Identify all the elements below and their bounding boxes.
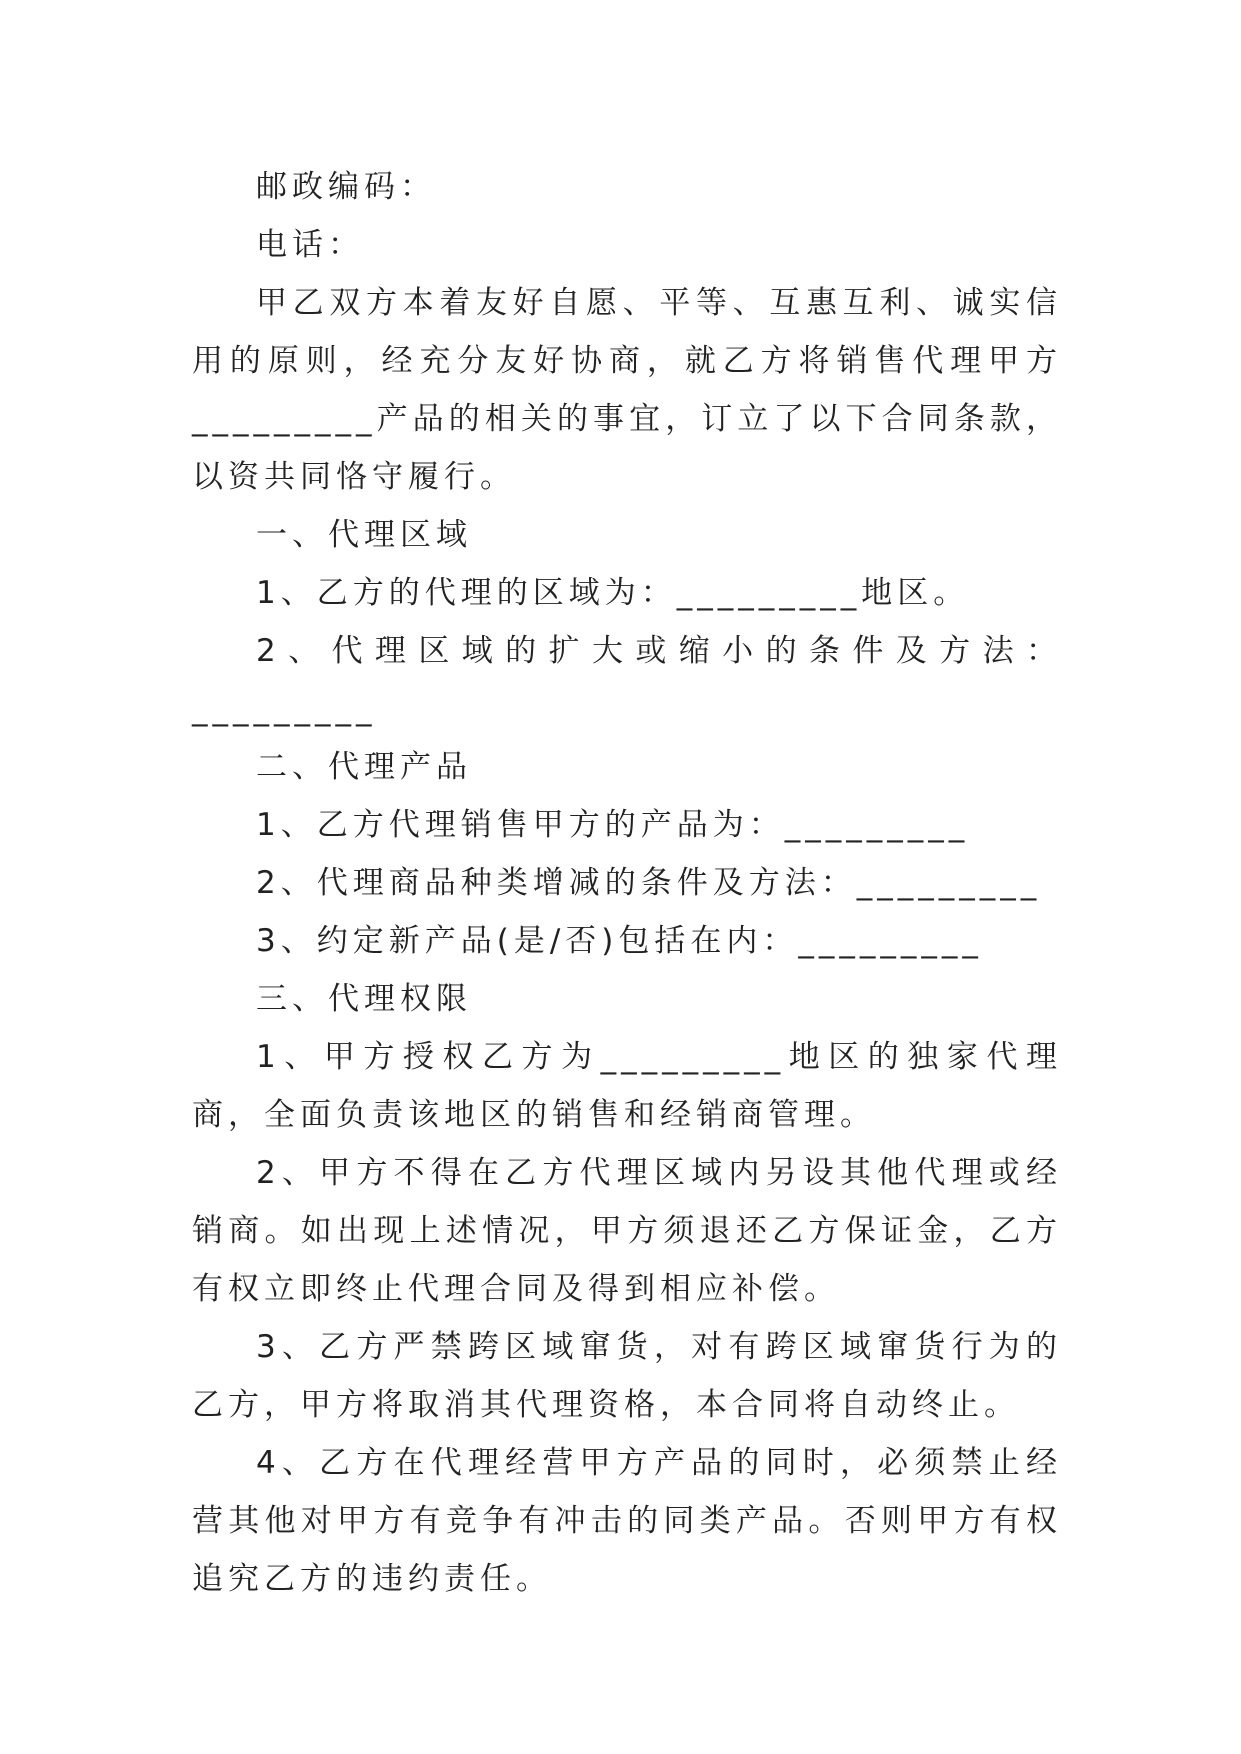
postal-code-line: 邮政编码： (256, 169, 436, 205)
clause-3-1: 1、甲方授权乙方为_________地区的独家代理商，全面负责该地区的销售和经销商管理。 (192, 1039, 1062, 1133)
phone-line: 电话： (256, 227, 364, 263)
section-heading-agency-authority: 三、代理权限 (256, 981, 472, 1017)
clause-1-1: 1、乙方的代理的区域为：_________地区。 (256, 575, 970, 611)
preamble-paragraph: 甲乙双方本着友好自愿、平等、互惠互利、诚实信用的原则，经充分友好协商，就乙方将销售代理甲方_________产品的相关的事宜，订立了以下合同条款，以资共同恪守履行。 (192, 285, 1062, 495)
clause-1-2: 2、代理区域的扩大或缩小的条件及方法：_________ (192, 633, 1062, 727)
section-heading-agency-area: 一、代理区域 (256, 517, 472, 553)
clause-2-1: 1、乙方代理销售甲方的产品为：_________ (256, 807, 970, 843)
clause-3-3: 3、乙方严禁跨区域窜货，对有跨区域窜货行为的乙方，甲方将取消其代理资格，本合同将自动终止。 (192, 1329, 1062, 1423)
clause-3-2: 2、甲方不得在乙方代理区域内另设其他代理或经销商。如出现上述情况，甲方须退还乙方保证金，乙方有权立即终止代理合同及得到相应补偿。 (192, 1155, 1062, 1307)
section-heading-agency-products: 二、代理产品 (256, 749, 472, 785)
clause-3-4: 4、乙方在代理经营甲方产品的同时，必须禁止经营其他对甲方有竞争有冲击的同类产品。否则甲方有权追究乙方的违约责任。 (192, 1445, 1062, 1597)
clause-2-3: 3、约定新产品(是/否)包括在内：_________ (256, 923, 983, 959)
clause-2-2: 2、代理商品种类增减的条件及方法：_________ (256, 865, 1042, 901)
document-body (192, 158, 1062, 1608)
